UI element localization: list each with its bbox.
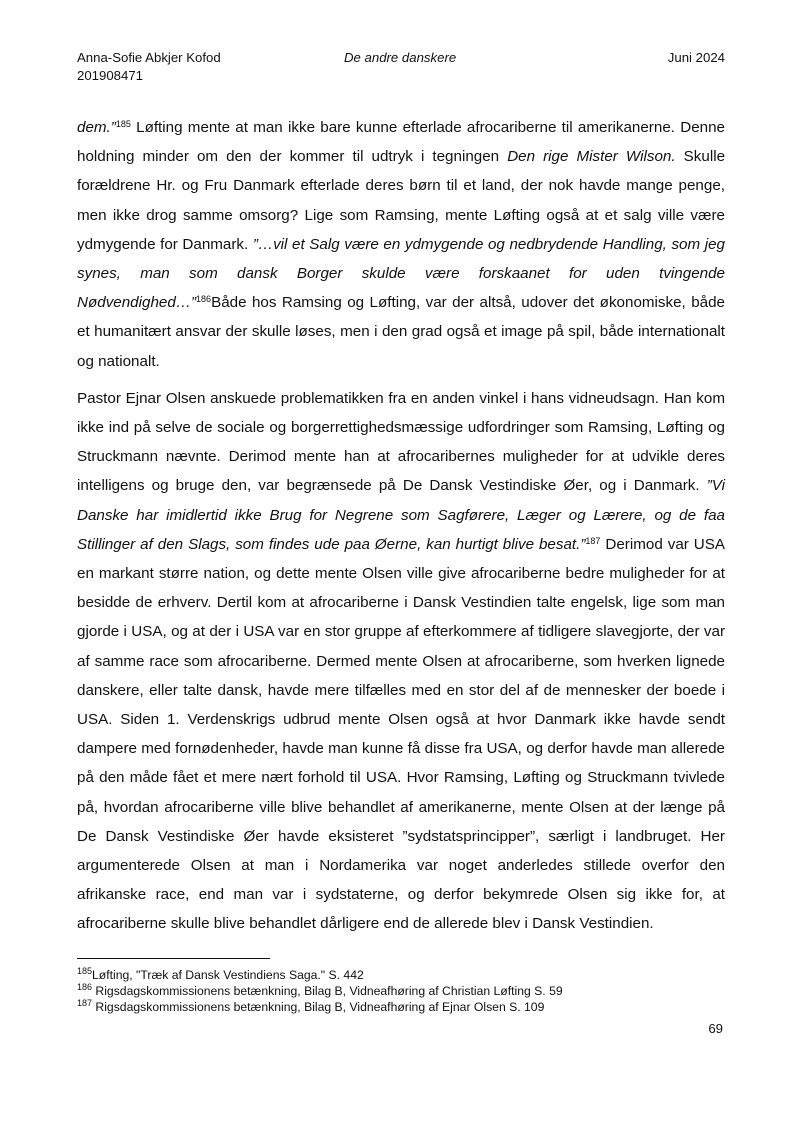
footnote-186 bbox=[77, 983, 725, 999]
paragraph-1 bbox=[77, 113, 725, 376]
header-title: De andre danskere bbox=[344, 50, 457, 65]
footnote-number: 186 bbox=[77, 982, 93, 992]
footnotes bbox=[77, 967, 725, 1015]
header-author-block bbox=[77, 49, 221, 85]
footnote-text: Rigsdagskommissionens betænkning, Bilag B, Vidneafhøring af Ejnar Olsen S. 109 bbox=[92, 1000, 545, 1014]
text-span: Løfting mente at man ikke bare kunne efterlade afrocariberne til amerikanerne. Denne holdning minder om den der kommer til udtryk i tegningen bbox=[77, 119, 725, 166]
footnote-ref-187: 187 bbox=[585, 535, 601, 546]
page-header bbox=[77, 49, 725, 89]
body-text bbox=[77, 113, 725, 939]
block-quote-lofting: ”…vil et Salg være en ydmygende og nedbrydende Handling, som jeg synes, man som dansk Borger skulde være forskaanet for uden tvingende Nødvendighed…” bbox=[77, 235, 725, 312]
footnote-separator bbox=[77, 958, 270, 959]
quote-end: dem.” bbox=[77, 119, 116, 136]
text-span: Skulle forældrene Hr. og Fru Danmark efterlade deres børn til et land, der nok havde mange penge, men ikke drog samme omsorg? Lige som Ramsing, mente Løfting også at et salg ville være ydmygende for Danmark. bbox=[77, 148, 726, 253]
header-date: Juni 2024 bbox=[667, 50, 725, 65]
drawing-title: Den rige Mister Wilson. bbox=[507, 148, 676, 166]
footnote-187 bbox=[77, 999, 725, 1015]
footnote-ref-185: 185 bbox=[115, 119, 131, 129]
text-span: Pastor Ejnar Olsen anskuede problematikken fra en anden vinkel i hans vidneudsagn. Han kom ikke ind på selve de sociale og borgerrettighedsmæssige udfordringer som Ramsing, Løfting og Struckmann nævnte. Derimod mente han at afrocaribernes muligheder for at udvikle deres intelligens og bruge den, var begrænsede på De Dansk Vestindiske Øer, og i Danmark. bbox=[77, 389, 725, 495]
text-span: Derimod var USA en markant større nation, og dette mente Olsen ville give afrocariberne bedre muligheder for at besidde de erhverv. Dertil kom at afrocariberne i Dansk Vestindien talte engelsk, lige som man gjorde i USA, og at der i USA var en stor gruppe af efterkommere af tidligere slavegjorte, der var af samme race som afrocariberne. Dermed mente Olsen at afrocariberne, som hverken lignede danskere, eller talte dansk, havde mere tilfælles med en stor del af de mennesker der boede i USA. Siden 1. Verdenskrigs udbrud mente Olsen også at hvor Danmark ikke havde sendt dampere med fornødenheder, havde man kunne få disse fra USA, og derfor havde man allerede på den måde fået et mere nært forhold til USA. Hvor Ramsing, Løfting og Struckmann tvivlede på, hvordan afrocariberne ville blive behandlet af amerikanerne, mente Olsen at der længe på De Dansk Vestindiske Øer havde eksisteret ”sydstatsprincipper”, særligt i landbruget. Her argumenterede Olsen at man i Nordamerika var noget anderledes stillede overfor den afrikanske race, end man var i sydstaterne, og derfor bekymrede Olsen sig ikke for, at afrocariberne skulle blive behandlet dårligere end de allerede blev i Dansk Vestindien. bbox=[77, 535, 725, 933]
footnote-text: Rigsdagskommissionens betænkning, Bilag B, Vidneafhøring af Christian Løfting S. 59 bbox=[92, 984, 563, 998]
footnote-185 bbox=[77, 967, 725, 983]
text-span: Både hos Ramsing og Løfting, var der altså, udover det økonomiske, både et humanitært ansvar der skulle løses, men i den grad også et image på spil, både internationalt og nationalt. bbox=[77, 294, 725, 370]
header-student-id: 201908471 bbox=[77, 68, 144, 83]
paragraph-2 bbox=[77, 384, 725, 939]
footnote-number: 187 bbox=[77, 998, 93, 1008]
page-number: 69 bbox=[708, 1021, 723, 1036]
block-quote-olsen: ”Vi Danske har imidlertid ikke Brug for Negrene som Sagførere, Læger og Lærere, og de faa Stillinger af den Slags, som findes ude paa Øerne, kan hurtigt blive besat.” bbox=[77, 477, 725, 553]
footnote-ref-186: 186 bbox=[196, 294, 212, 305]
header-author: Anna-Sofie Abkjer Kofod bbox=[77, 50, 221, 65]
footnote-number: 185 bbox=[77, 966, 93, 976]
footnote-text: Løfting, "Træk af Dansk Vestindiens Saga." S. 442 bbox=[92, 968, 364, 982]
